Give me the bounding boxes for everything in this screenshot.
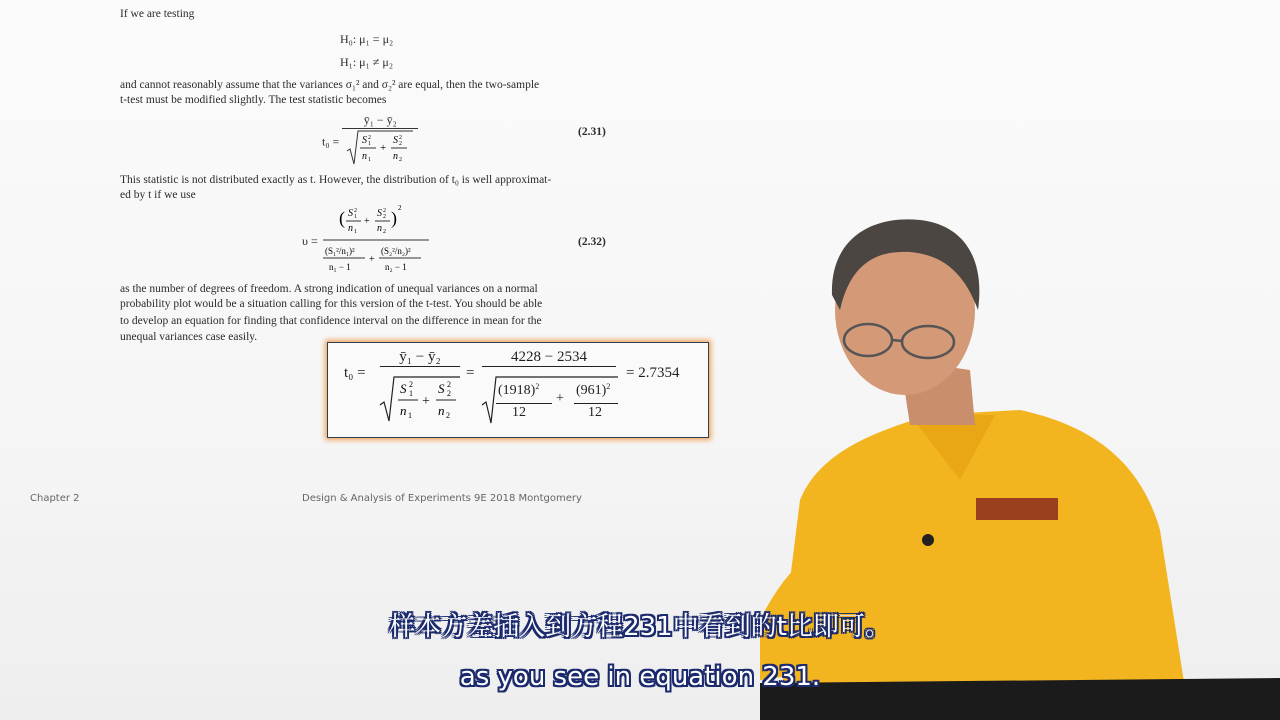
svg-text:2: 2 — [353, 208, 357, 214]
eq231-sqrt-denominator — [345, 129, 415, 167]
svg-text:2: 2 — [399, 141, 403, 147]
subtitle-english: as you see in equation 231. — [459, 662, 821, 692]
highlight-den-n2: 12 — [588, 405, 602, 420]
svg-text:2: 2 — [368, 135, 372, 141]
eq232-fraction — [321, 202, 431, 280]
paragraph3-line3: to develop an equation for finding that confidence interval on the difference in mean for the — [120, 315, 542, 327]
paragraph1-line1: and cannot reasonably assume that the variances σ₁² and σ₂² are equal, then the two-sample — [120, 79, 540, 91]
svg-text:n: n — [400, 403, 407, 418]
highlight-lhs: t₀ = — [344, 365, 366, 381]
paragraph2-line2: ed by t if we use — [120, 189, 196, 201]
equation-number-2-32: (2.32) — [578, 236, 606, 248]
svg-text:2: 2 — [397, 204, 402, 212]
svg-text:S: S — [376, 208, 382, 219]
shirt-logo — [976, 498, 1058, 520]
footer-source: Design & Analysis of Experiments 9E 2018 Montgomery — [302, 493, 582, 504]
svg-text:n: n — [438, 403, 445, 418]
svg-text:(: ( — [338, 208, 345, 228]
svg-text:+: + — [380, 142, 387, 154]
svg-text:(S₂²/n₂)²: (S₂²/n₂)² — [380, 246, 411, 256]
paragraph2-line1: This statistic is not distributed exactly as t. However, the distribution of t₀ is well approximat- — [120, 174, 552, 186]
microphone-icon — [922, 534, 934, 546]
svg-text:(S₁²/n₁)²: (S₁²/n₁)² — [324, 246, 355, 256]
svg-text:S: S — [400, 381, 407, 396]
subtitle-chinese: 样本方差插入到方程231中看到的t比即可。 — [389, 612, 891, 642]
svg-text:2: 2 — [382, 229, 386, 235]
highlighted-equation-box: t₀ = ȳ₁ − ȳ₂ S 2 1 n 1 + S 2 2 n 2 = 4228 − 2534 $(1918)^2$ 12 + $(961)^2$ 12 = 2.7354 — [327, 342, 709, 438]
highlight-result: = 2.7354 — [626, 365, 680, 381]
paragraph3-line2: probability plot would be a situation calling for this version of the t-test. You should be able — [120, 298, 543, 310]
svg-text:2: 2 — [447, 380, 451, 389]
slide-intro-text: If we are testing — [120, 8, 195, 20]
footer-chapter: Chapter 2 — [30, 493, 80, 504]
svg-text:): ) — [390, 208, 397, 228]
svg-text:1: 1 — [368, 141, 372, 147]
hypothesis-h1: H₁: μ₁ ≠ μ₂ — [340, 55, 394, 69]
svg-text:S: S — [438, 381, 445, 396]
highlight-den-n1: 12 — [512, 405, 526, 420]
svg-text:n: n — [376, 223, 382, 234]
svg-text:+: + — [368, 254, 375, 265]
equation-2-31 — [322, 113, 418, 171]
svg-text:n₂ − 1: n₂ − 1 — [384, 262, 407, 272]
svg-text:1: 1 — [409, 389, 413, 398]
svg-text:1: 1 — [408, 411, 412, 420]
equation-2-32 — [302, 202, 431, 280]
svg-text:2: 2 — [399, 135, 403, 141]
svg-text:1: 1 — [353, 229, 357, 235]
svg-text:n: n — [347, 223, 353, 234]
svg-text:2: 2 — [447, 389, 451, 398]
paragraph3-line4: unequal variances case easily. — [120, 331, 258, 343]
eq232-lhs: υ = — [302, 233, 318, 248]
equation-number-2-31: (2.31) — [578, 126, 606, 138]
svg-text:2: 2 — [409, 380, 413, 389]
paragraph3-line1: as the number of degrees of freedom. A strong indication of unequal variances on a normal — [120, 283, 538, 295]
hypothesis-h0: H₀: μ₁ = μ₂ — [340, 32, 394, 46]
svg-text:S: S — [347, 208, 353, 219]
highlight-den-term2: $(961)^2$ — [576, 382, 611, 398]
svg-text:+: + — [363, 216, 370, 227]
svg-text:2: 2 — [446, 411, 450, 420]
svg-text:S: S — [393, 135, 399, 146]
svg-text:n₁ − 1: n₁ − 1 — [328, 262, 351, 272]
highlight-sqrt-symbolic — [378, 373, 462, 425]
highlight-den-term1: $(1918)^2$ — [498, 382, 540, 398]
svg-text:1: 1 — [368, 157, 372, 163]
svg-text:S: S — [362, 135, 368, 146]
highlight-numerator-numeric: 4228 − 2534 — [482, 349, 616, 367]
paragraph1-line2: t-test must be modified slightly. The test statistic becomes — [120, 94, 387, 106]
highlight-numerator-symbolic: ȳ₁ − ȳ₂ — [380, 349, 460, 367]
svg-text:1: 1 — [353, 214, 357, 220]
svg-text:2: 2 — [382, 214, 386, 220]
eq231-lhs: t₀ = — [322, 134, 340, 149]
eq231-numerator: ȳ₁ − ȳ₂ — [342, 113, 418, 129]
svg-text:n: n — [393, 151, 399, 162]
svg-text:2: 2 — [399, 157, 403, 163]
svg-text:+: + — [422, 394, 430, 409]
svg-text:n: n — [362, 151, 368, 162]
svg-text:2: 2 — [382, 208, 386, 214]
